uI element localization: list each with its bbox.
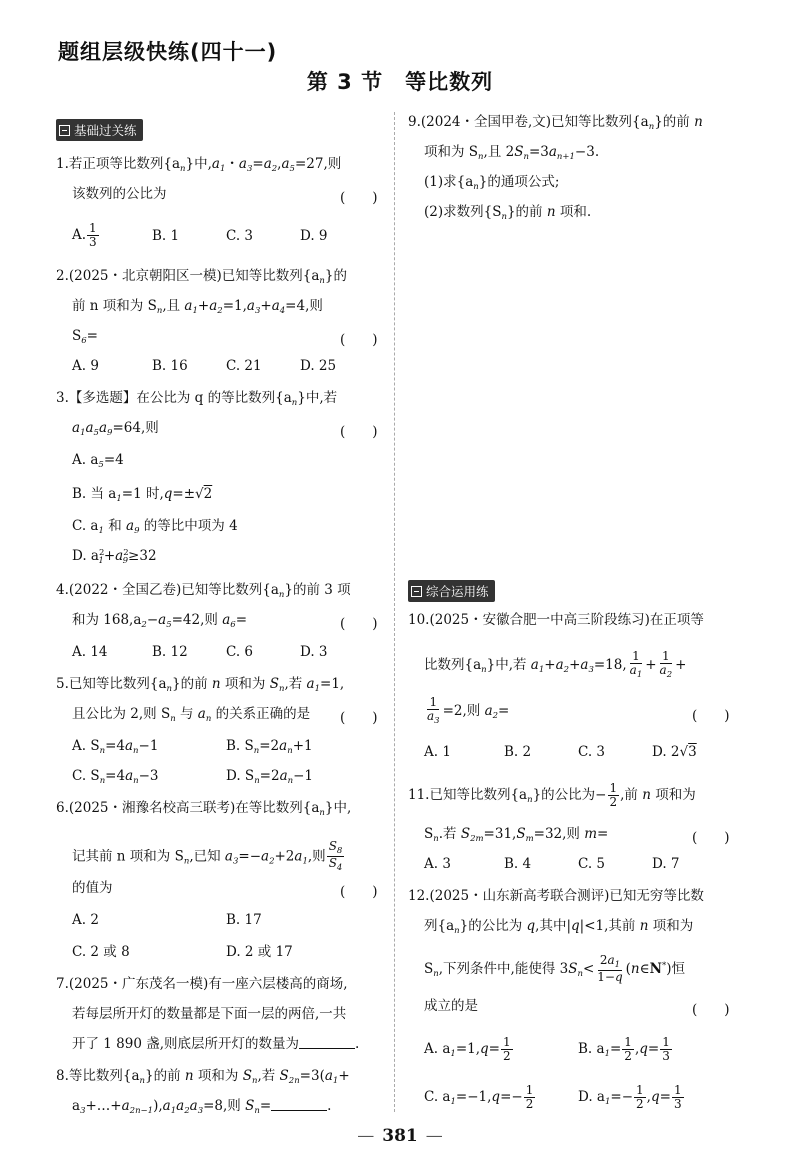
- page-number: — 381 —: [357, 1126, 443, 1146]
- basic-section-tag: 基础过关练: [56, 119, 143, 141]
- book-icon: [59, 125, 70, 136]
- exercise-group-title: 题组层级快练(四十一): [58, 40, 278, 64]
- comprehensive-section-tag: 综合运用练: [408, 580, 495, 602]
- column-divider: [394, 112, 396, 1112]
- book-icon: [411, 586, 422, 597]
- section-title: 第 3 节 等比数列: [306, 70, 494, 94]
